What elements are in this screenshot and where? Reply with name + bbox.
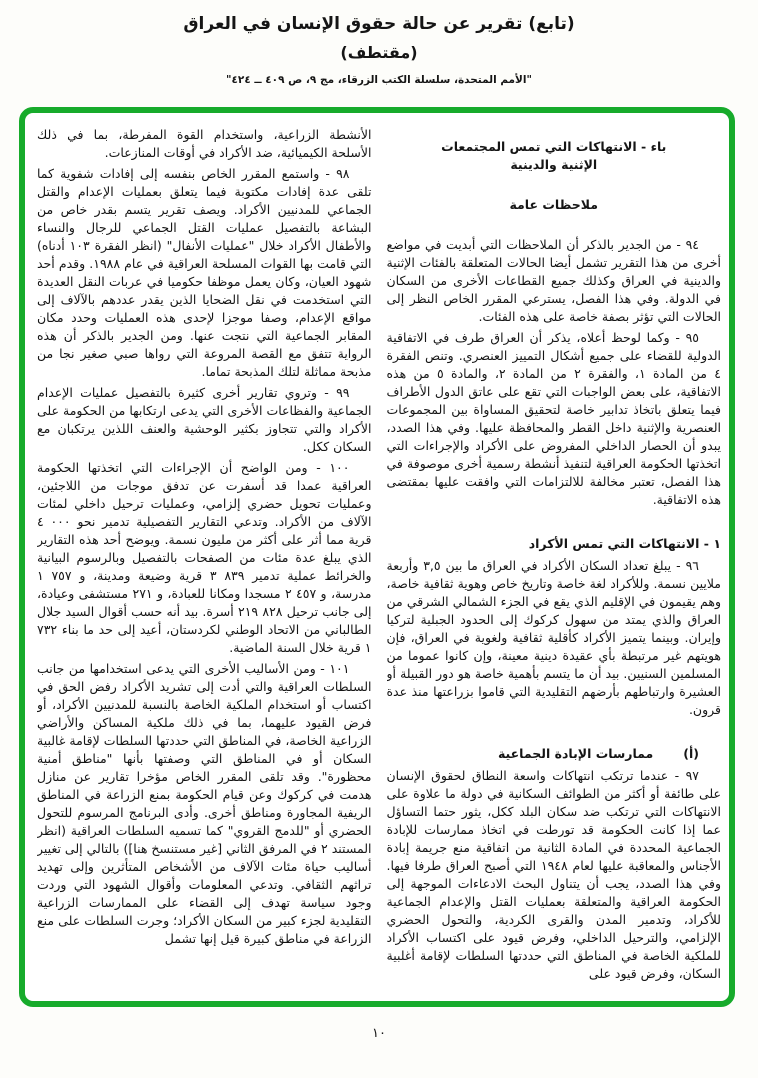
paragraph: ٩٤ - من الجدير بالذكر أن الملاحظات التي أبديت في مواضع أخرى من هذا التقرير تشمل أيضا الحالات المتعلقة بالفئات الإثنية والدينية في العراق وكذلك جميع القطاعات الأخرى من السكان في الدولة. وفي هذا الفصل، يسترعي المقرر الخاص النظر إلى الحالات التي تؤثر بصفة خاصة على هذه الفئات. xyxy=(386,237,721,324)
document-header xyxy=(0,14,758,86)
paragraph: ٩٨ - واستمع المقرر الخاص بنفسه إلى إفادات شفوية كما تلقى عدة إفادات مكتوبة فيما يتعلق بعمليات الإعدام والقتل الجماعي للمدنيين الأكراد. ويصف تقرير يتسم بقدر خاص من البشاعة بالتفصيل عمليات القتل الجماعي للرجال والنساء والأطفال الأكراد خلال "عمليات الأنفال" (انظر الفقرة ١٠٣ أدناه) التي قامت بها القوات المسلحة العراقية في عام ١٩٨٨. وقدم أحد شهود العيان، وكان يعمل موظفا حكوميا في عربات النقل العديدة التي استخدمت في نقل الضحايا الذين يقدر عددهم بالآلاف إلى مواقع الإعدام، وصفا موجزا لإحدى هذه العمليات وحدد مكان المقابر الجماعية التي نتجت عنها. ومن الجدير بالذكر أن هذه الرواية تتفق مع القصة المروعة التي رواها صبي صغير نجا من مذبحة مماثلة لتلك المذبحة تماما. xyxy=(37,166,372,379)
text-column-right xyxy=(387,126,722,991)
subsection-header xyxy=(387,745,722,763)
paragraph: ٩٧ - عندما ترتكب انتهاكات واسعة النطاق لحقوق الإنسان على طائفة أو أكثر من الطوائف السكانية في دولة ما علاوة على الانتهاكات التي ترتكب ضد سكان البلد ككل، يثور حتما التساؤل عما إذا كانت الحكومة قد تورطت في اتخاذ ممارسات للإبادة الجماعية المحددة في المادة الثانية من اتفاقية منع جريمة إبادة الأجناس والمعاقبة عليها لعام ١٩٤٨ التي أصبح العراق طرفا فيها. وفي هذا الصدد، يجب أن يتناول البحث الادعاءات الموجهة إلى الحكومة العراقية والمتعلقة بعمليات القتل والإعدام الجماعية للأكراد، وتدمير المدن والقرى الكردية، والتحول الحضري الإلزامي، والترحيل الداخلي، وفرض قيود على اكتساب الأكراد للملكية الخاصة في المناطق التي حددتها السلطات لإقامة أغلبية السكان، وفرض قيود على xyxy=(386,768,721,981)
paragraph: ٩٩ - وتروي تقارير أخرى كثيرة بالتفصيل عمليات الإعدام الجماعية والفظاعات الأخرى التي يدعى ارتكابها من الحكومة على الأكراد والتي تتجاوز بكثير الوحشية والعنف اللذين يرتكبان مع السكان ككل. xyxy=(37,385,372,454)
subsection-title: ممارسات الإبادة الجماعية xyxy=(497,746,654,761)
section-header xyxy=(387,138,722,174)
section-header-line: الإثنية والدينية xyxy=(510,157,598,172)
paragraph: الأنشطة الزراعية، واستخدام القوة المفرطة، بما في ذلك الأسلحة الكيميائية، ضد الأكراد في أوقات المنازعات. xyxy=(37,127,372,160)
paragraph: ١٠٠ - ومن الواضح أن الإجراءات التي اتخذتها الحكومة العراقية عمدا قد أسفرت عن تدفق موجات من اللاجئين، وعمليات تحويل حضري إلزامي، وعمليات ترحيل داخلي لمئات الآلاف من الأكراد. وتدعي التقارير التفصيلية تدمير نحو ٠٠٠ ٤ قرية مما أثر على أكثر من مليون نسمة. ويوضح أحد هذه التقارير الذي يبلغ عدة مئات من الصفحات بالتفصيل وبالرسوم البيانية والخرائط عملية تدمير ٨٣٩ ٣ قرية وضيعة ومدينة، و ٧٥٧ ١ مدرسة، و ٤٥٧ ٢ مسجدا ومكانا للعبادة، و ٢٧١ مستشفى وعيادة، إلى جانب ترحيل ٨٢٨ ٢١٩ أسرة. بيد أنه حسب أقوال السيد جلال الطالباني من الاتحاد الوطني لكردستان، أعيد إلى حد ما بناء ٧٣٢ ١ قرية خلال السنة الماضية. xyxy=(37,460,372,655)
source-citation: "الأمم المتحدة، سلسلة الكتب الزرقاء، مج ٩، ص ٤٠٩ ــ ٤٢٤" xyxy=(226,74,532,86)
green-bordered-content-box xyxy=(19,107,735,1007)
page-number: ١٠ xyxy=(372,1026,386,1041)
two-column-text xyxy=(37,126,721,991)
text-column-left xyxy=(37,126,372,991)
subsection-marker: (أ) xyxy=(683,746,699,761)
section-header-line: باء - الانتهاكات التي تمس المجتمعات xyxy=(441,139,667,154)
section-header: ملاحظات عامة xyxy=(509,197,599,212)
paragraph: ٩٥ - وكما لوحظ أعلاه، يذكر أن العراق طرف في الاتفاقية الدولية للقضاء على جميع أشكال التمييز العنصري. وتنص الفقرة ٤ من المادة ١، والفقرة ٢ من المادة ٢، والمادة ٥ من هذه الاتفاقية، على بعض الواجبات التي تقع على عاتق الدول الأطراف فيما يتعلق باتخاذ تدابير خاصة لتحقيق المساواة بين المجموعات العنصرية والإثنية داخل القطر والمحافظة عليها. وفي هذا الصدد، يبدو أن الحصار الداخلي المفروض على الأكراد والإجراءات التي اتخذتها الحكومة العراقية لتنفيذ أنشطة رسمية أخرى موصوفة في هذا الفصل، تعتبر مخالفة للالتزامات التي وافقت عليها بمقتضى هذه الاتفاقية. xyxy=(386,330,721,507)
section-header: ١ - الانتهاكات التي تمس الأكراد xyxy=(528,536,721,551)
paragraph: ١٠١ - ومن الأساليب الأخرى التي يدعى استخدامها من جانب السلطات العراقية والتي أدت إلى تشريد الأكراد رفض الحق في اكتساب أو استخدام الملكية الخاصة بالنسبة للمدنيين الأكراد، أو فرض القيود عليهما، بما في ذلك ملكية المساكن والأراضي الزراعية الخاصة، في المناطق التي حددتها السلطات لإقامة غالبية السكان أو في المناطق التي وصفتها بأنها "مناطق أمنية محظورة". وقد تلقى المقرر الخاص مؤخرا تقارير عن منازل هدمت في كركوك وعن قيام الحكومة بمنع الزراعة في المناطق الريفية المجاورة ومناطق أخرى. وأدى البرنامج المرسوم للتحول الحضري أو "للدمج القروي" كما تسميه السلطات العراقية (انظر المستند ٢ في المرفق الثاني [غير مستنسخ هنا]) بالتالي إلى تغيير أساليب حياة مئات الآلاف من الأشخاص المتأثرين وإلى تهديد تراثهم الثقافي. وتدعي المعلومات وأقوال الشهود التي وردت وجود سياسة تهدف إلى القضاء على الممارسات الزراعية التقليدية لجزء كبير من السكان الأكراد؛ وجرت السلطات على منع الزراعة في مناطق كبيرة قيل إنها تشمل xyxy=(37,661,372,946)
page-subtitle: (مقتطف) xyxy=(340,43,418,62)
page-title: (تابع) تقرير عن حالة حقوق الإنسان في العراق xyxy=(183,14,575,34)
paragraph: ٩٦ - يبلغ تعداد السكان الأكراد في العراق ما بين ٣,٥ وأربعة ملايين نسمة. وللأكراد لغة خاصة وتاريخ خاص وهوية ثقافية خاصة، وهم يقيمون في الإقليم الذي يقع في الجزء الشمالي الشرقي من العراق والذي يمتد من سهول كركوك إلى الحدود الجبلية لتركيا وإيران. وبينما يتميز الأكراد كأقلية ثقافية ولغوية في العراق، فإن هويتهم غير مرتبطة بأي عقيدة دينية معينة، وإن كانوا عموما من المسلمين السنيين. بيد أن ما يتسم بأهمية خاصة هو دور القبيلة أو العشيرة وارتباطهم بأرضهم التقليدية التي قاموا بزراعتها منذ عدة قرون. xyxy=(386,558,721,717)
